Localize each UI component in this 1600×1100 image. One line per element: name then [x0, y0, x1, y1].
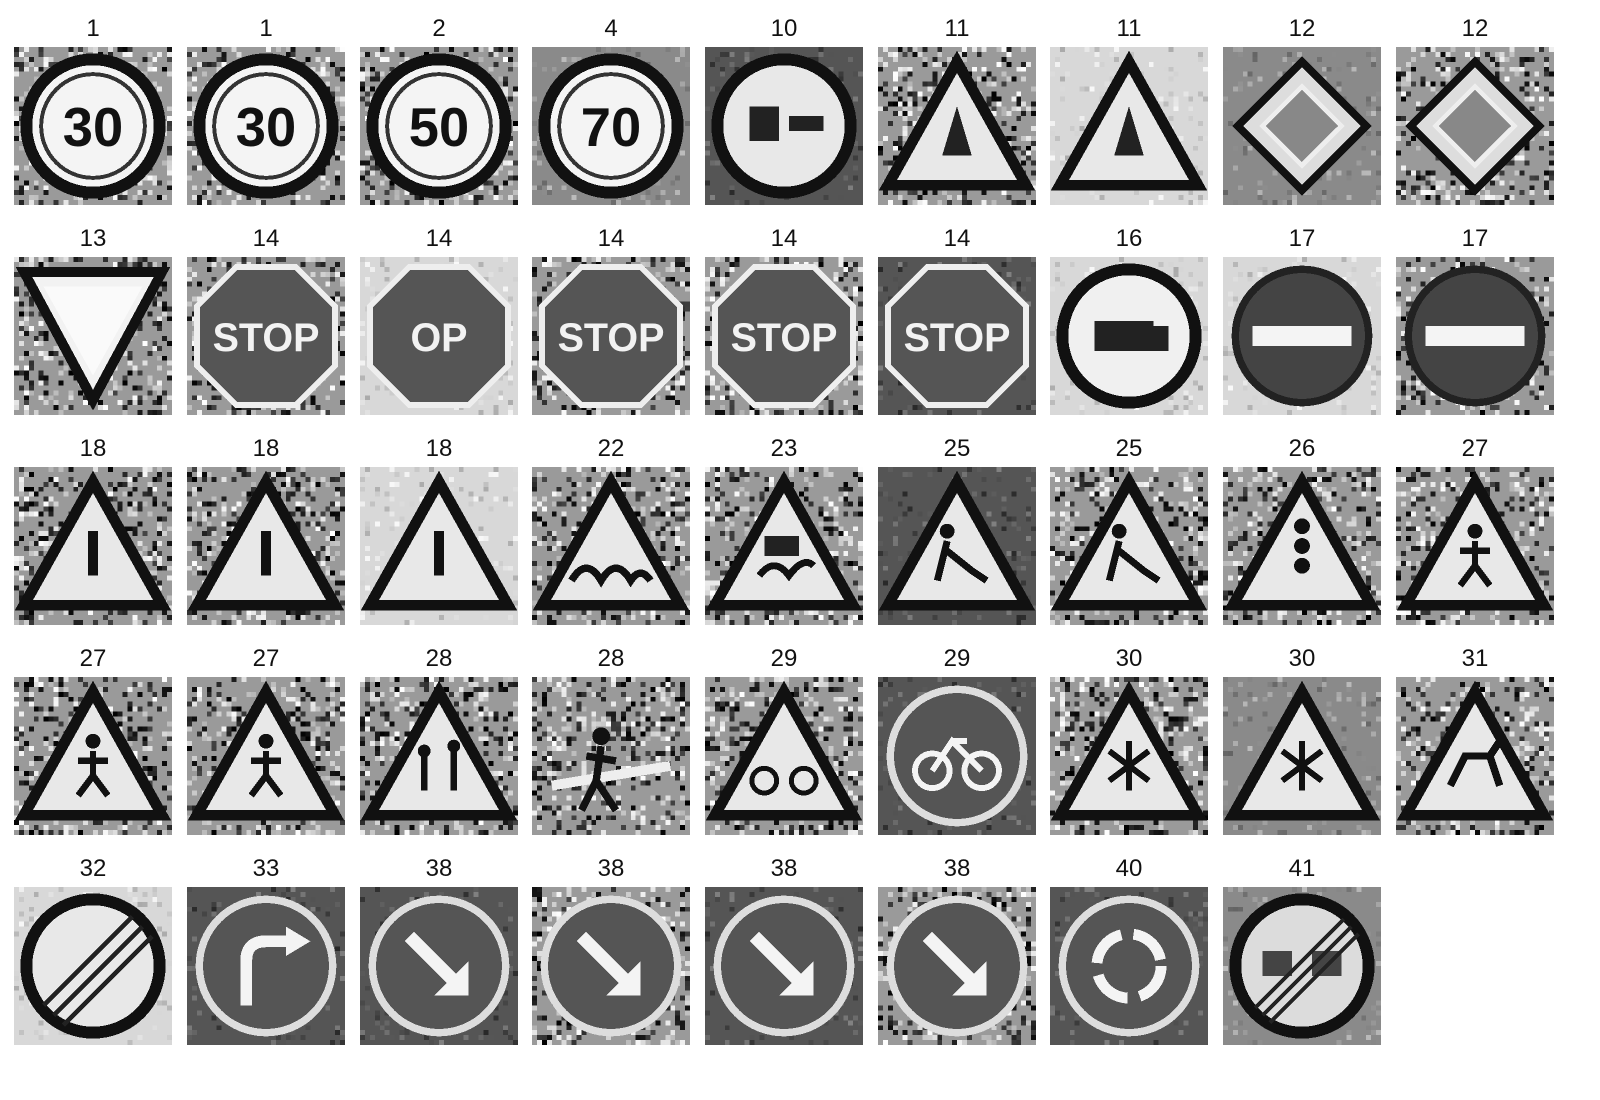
class-label: 25 — [1115, 435, 1143, 462]
bicycle-circle-sign-icon — [878, 677, 1036, 835]
sign-image — [1396, 467, 1554, 625]
sign-image — [360, 257, 518, 415]
sign-image — [532, 887, 690, 1045]
warning-bumpy-sign-icon — [532, 467, 690, 625]
turn-right-sign-icon — [187, 887, 345, 1045]
class-label: 29 — [770, 645, 798, 672]
class-label: 38 — [770, 855, 798, 882]
sign-text: STOP — [557, 315, 665, 360]
sign-text: 30 — [62, 96, 124, 158]
sign-text: STOP — [212, 315, 320, 360]
speed-limit-sign-icon — [532, 47, 690, 205]
stop-sign-icon — [187, 257, 345, 415]
sign-text: STOP — [903, 315, 1011, 360]
sign-image — [14, 887, 172, 1045]
sign-image — [1050, 467, 1208, 625]
class-label: 1 — [86, 15, 100, 42]
sign-image — [360, 47, 518, 205]
class-label: 38 — [943, 855, 971, 882]
keep-right-sign-icon — [532, 887, 690, 1045]
sign-image — [360, 467, 518, 625]
sign-text: 50 — [408, 96, 470, 158]
sign-image — [14, 677, 172, 835]
sign-image — [705, 467, 863, 625]
class-label: 10 — [770, 15, 798, 42]
class-label: 22 — [597, 435, 625, 462]
sign-image — [187, 467, 345, 625]
sign-image — [1396, 257, 1554, 415]
warning-snow-sign-icon — [1223, 677, 1381, 835]
sign-image — [1223, 677, 1381, 835]
sign-image — [187, 677, 345, 835]
speed-limit-sign-icon — [187, 47, 345, 205]
no-entry-sign-icon — [1223, 257, 1381, 415]
warning-pedestrian-sign-icon — [14, 677, 172, 835]
sign-image — [1223, 467, 1381, 625]
warning-animal-sign-icon — [1396, 677, 1554, 835]
speed-limit-sign-icon — [14, 47, 172, 205]
sign-text: OP — [410, 315, 468, 360]
class-label: 38 — [597, 855, 625, 882]
class-label: 27 — [252, 645, 280, 672]
sign-image — [14, 47, 172, 205]
class-label: 28 — [597, 645, 625, 672]
sign-image — [532, 467, 690, 625]
yield-sign-icon — [14, 257, 172, 415]
stop-sign-icon — [705, 257, 863, 415]
class-label: 14 — [770, 225, 798, 252]
class-label: 33 — [252, 855, 280, 882]
class-label: 27 — [79, 645, 107, 672]
class-label: 2 — [432, 15, 446, 42]
class-label: 11 — [1116, 15, 1142, 42]
speed-limit-sign-icon — [360, 47, 518, 205]
warning-children-sign-icon — [360, 677, 518, 835]
class-label: 32 — [79, 855, 107, 882]
keep-right-sign-icon — [878, 887, 1036, 1045]
warning-slippery-sign-icon — [705, 467, 863, 625]
class-label: 13 — [79, 225, 107, 252]
warning-roadwork-sign-icon — [1050, 467, 1208, 625]
no-trucks-sign-icon — [1050, 257, 1208, 415]
sign-image — [1050, 887, 1208, 1045]
warning-pedestrian-sign-icon — [187, 677, 345, 835]
keep-right-sign-icon — [705, 887, 863, 1045]
stop-sign-icon — [532, 257, 690, 415]
class-label: 14 — [597, 225, 625, 252]
end-limits-sign-icon — [14, 887, 172, 1045]
no-passing-truck-sign-icon — [705, 47, 863, 205]
class-label: 18 — [79, 435, 107, 462]
sign-image — [532, 677, 690, 835]
class-label: 41 — [1288, 855, 1316, 882]
class-label: 38 — [425, 855, 453, 882]
sign-text: 70 — [580, 96, 642, 158]
scene-sign-icon — [532, 677, 690, 835]
sign-image — [1396, 47, 1554, 205]
class-label: 26 — [1288, 435, 1316, 462]
keep-right-sign-icon — [360, 887, 518, 1045]
sign-image — [705, 887, 863, 1045]
warning-triangle-sign-icon — [878, 47, 1036, 205]
class-label: 12 — [1461, 15, 1489, 42]
class-label: 23 — [770, 435, 798, 462]
priority-diamond-sign-icon — [1223, 47, 1381, 205]
class-label: 30 — [1288, 645, 1316, 672]
no-entry-sign-icon — [1396, 257, 1554, 415]
sign-image — [1050, 677, 1208, 835]
warning-pedestrian-sign-icon — [1396, 467, 1554, 625]
sign-image — [1396, 677, 1554, 835]
class-label: 31 — [1461, 645, 1489, 672]
stop-sign-icon — [360, 257, 518, 415]
class-label: 1 — [259, 15, 273, 42]
warning-snow-sign-icon — [1050, 677, 1208, 835]
sign-image — [1223, 47, 1381, 205]
class-label: 18 — [425, 435, 453, 462]
sign-image — [14, 467, 172, 625]
class-label: 4 — [604, 15, 618, 42]
class-label: 14 — [252, 225, 280, 252]
class-label: 11 — [944, 15, 970, 42]
roundabout-sign-icon — [1050, 887, 1208, 1045]
sign-image — [705, 47, 863, 205]
sign-image — [360, 677, 518, 835]
sign-image — [878, 887, 1036, 1045]
class-label: 29 — [943, 645, 971, 672]
class-label: 17 — [1461, 225, 1489, 252]
sign-image — [532, 257, 690, 415]
end-no-passing-sign-icon — [1223, 887, 1381, 1045]
sign-image — [878, 47, 1036, 205]
sign-image — [878, 677, 1036, 835]
class-label: 17 — [1288, 225, 1316, 252]
warning-exclaim-sign-icon — [360, 467, 518, 625]
class-label: 14 — [943, 225, 971, 252]
class-label: 28 — [425, 645, 453, 672]
warning-exclaim-sign-icon — [187, 467, 345, 625]
warning-signals-sign-icon — [1223, 467, 1381, 625]
class-label: 16 — [1115, 225, 1143, 252]
sign-image — [14, 257, 172, 415]
warning-exclaim-sign-icon — [14, 467, 172, 625]
priority-diamond-sign-icon — [1396, 47, 1554, 205]
sign-image — [187, 47, 345, 205]
sign-image — [360, 887, 518, 1045]
class-label: 25 — [943, 435, 971, 462]
sign-image — [878, 467, 1036, 625]
class-label: 27 — [1461, 435, 1489, 462]
sign-image — [705, 257, 863, 415]
warning-bicycle-sign-icon — [705, 677, 863, 835]
warning-roadwork-sign-icon — [878, 467, 1036, 625]
sign-image — [532, 47, 690, 205]
sign-image — [187, 257, 345, 415]
sign-image — [187, 887, 345, 1045]
warning-triangle-sign-icon — [1050, 47, 1208, 205]
sign-image — [1223, 257, 1381, 415]
class-label: 30 — [1115, 645, 1143, 672]
class-label: 40 — [1115, 855, 1143, 882]
sign-image — [878, 257, 1036, 415]
sign-image — [1050, 257, 1208, 415]
sign-image — [1223, 887, 1381, 1045]
class-label: 12 — [1288, 15, 1316, 42]
sign-text: STOP — [730, 315, 838, 360]
stop-sign-icon — [878, 257, 1036, 415]
sign-image — [1050, 47, 1208, 205]
sign-image — [705, 677, 863, 835]
class-label: 14 — [425, 225, 453, 252]
class-label: 18 — [252, 435, 280, 462]
sign-text: 30 — [235, 96, 297, 158]
